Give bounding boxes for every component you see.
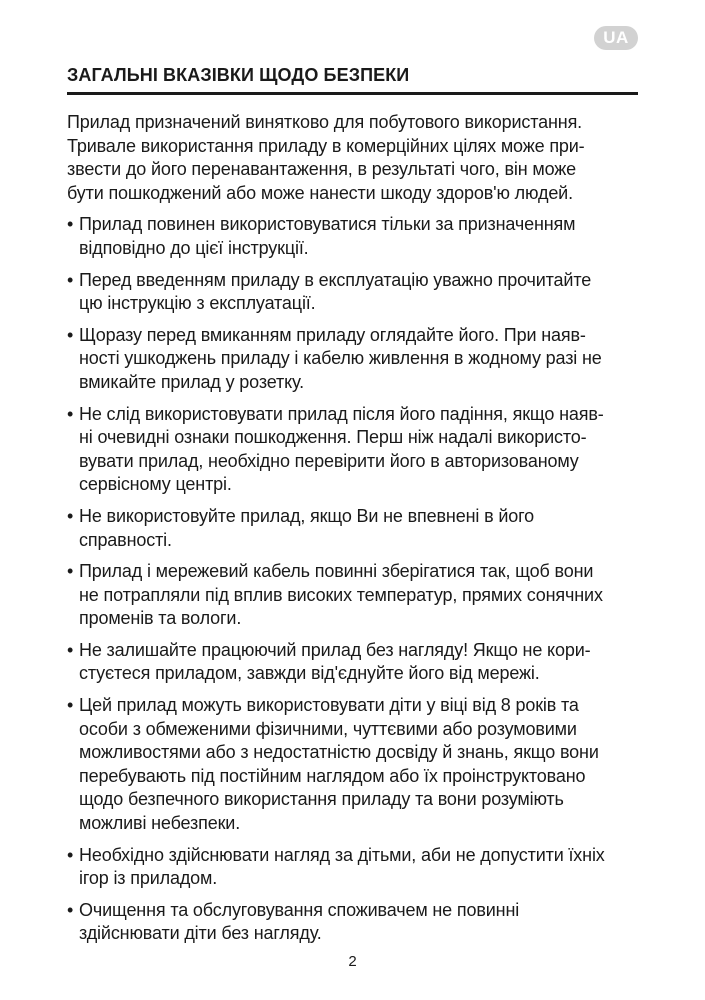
bullet-line: перебувають під постійним наглядом або їх проінструктовано <box>79 765 586 786</box>
bullet-line: Не залишайте працюючий прилад без нагляду! Якщо не кори- <box>79 639 591 660</box>
bullet-line: вмикайте прилад у розетку. <box>79 371 304 392</box>
document-body <box>67 111 642 954</box>
bullet-line: Необхідно здійснювати нагляд за дітьми, аби не допустити їхніх <box>79 844 605 865</box>
bullet-line: не потрапляли під вплив високих температур, прямих сонячних <box>79 584 603 605</box>
bullet-line: можливі небезпеки. <box>79 813 241 834</box>
bullet-marker: • <box>67 844 74 865</box>
intro-line: бути пошкоджений або може нанести шкоду здоров'ю людей. <box>67 182 573 203</box>
bullet-marker: • <box>67 269 74 290</box>
bullet-line: щодо безпечного використання приладу та вони розуміють <box>79 789 564 810</box>
language-badge: UA <box>594 26 638 50</box>
safety-bullet-item <box>67 403 642 497</box>
safety-bullet-list <box>67 213 642 946</box>
bullet-line: цю інструкцію з експлуатації. <box>79 293 316 314</box>
bullet-line: здійснювати діти без нагляду. <box>79 923 322 944</box>
bullet-line: стуєтеся приладом, завжди від'єднуйте його від мережі. <box>79 663 540 684</box>
bullet-line: Цей прилад можуть використовувати діти у віці від 8 років та <box>79 695 579 716</box>
safety-bullet-item <box>67 694 642 836</box>
intro-line: звести до його перенавантаження, в результаті чого, він може <box>67 159 576 180</box>
bullet-line: відповідно до цієї інструкції. <box>79 237 309 258</box>
bullet-marker: • <box>67 695 74 716</box>
bullet-line: справності. <box>79 529 172 550</box>
safety-bullet-item <box>67 639 642 686</box>
bullet-line: Не слід використовувати прилад після його падіння, якщо наяв- <box>79 403 604 424</box>
bullet-marker: • <box>67 324 74 345</box>
section-title: ЗАГАЛЬНІ ВКАЗІВКИ ЩОДО БЕЗПЕКИ <box>67 65 410 85</box>
bullet-marker: • <box>67 561 74 582</box>
bullet-line: особи з обмеженими фізичними, чуттєвими або розумовими <box>79 718 577 739</box>
intro-paragraph <box>67 111 642 205</box>
bullet-line: вувати прилад, необхідно перевірити його в авторизованому <box>79 450 579 471</box>
intro-line: Тривале використання приладу в комерційних цілях може при- <box>67 135 585 156</box>
bullet-line: Очищення та обслуговування споживачем не повинні <box>79 899 520 920</box>
bullet-line: Не використовуйте прилад, якщо Ви не впевнені в його <box>79 505 534 526</box>
bullet-line: Прилад повинен використовуватися тільки за призначенням <box>79 214 576 235</box>
bullet-line: сервісному центрі. <box>79 474 232 495</box>
safety-bullet-item <box>67 844 642 891</box>
bullet-line: ні очевидні ознаки пошкодження. Перш ніж надалі використо- <box>79 427 587 448</box>
bullet-line: можливостями або з недостатністю досвіду й знань, якщо вони <box>79 742 599 763</box>
safety-bullet-item <box>67 899 642 946</box>
safety-bullet-item <box>67 269 642 316</box>
bullet-marker: • <box>67 899 74 920</box>
bullet-line: Перед введенням приладу в експлуатацію уважно прочитайте <box>79 269 592 290</box>
intro-line: Прилад призначений винятково для побутового використання. <box>67 112 583 132</box>
safety-bullet-item <box>67 505 642 552</box>
page-number: 2 <box>348 953 357 970</box>
safety-bullet-item <box>67 324 642 395</box>
bullet-line: ігор із приладом. <box>79 868 218 889</box>
safety-bullet-item <box>67 560 642 631</box>
title-underline <box>67 92 638 95</box>
bullet-line: Щоразу перед вмиканням приладу оглядайте його. При наяв- <box>79 324 586 345</box>
bullet-line: ності ушкоджень приладу і кабелю живлення в жодному разі не <box>79 348 602 369</box>
bullet-marker: • <box>67 403 74 424</box>
bullet-line: Прилад і мережевий кабель повинні зберігатися так, щоб вони <box>79 561 594 582</box>
bullet-marker: • <box>67 214 74 235</box>
safety-bullet-item <box>67 213 642 260</box>
bullet-marker: • <box>67 639 74 660</box>
bullet-line: променів та вологи. <box>79 608 242 629</box>
bullet-marker: • <box>67 505 74 526</box>
